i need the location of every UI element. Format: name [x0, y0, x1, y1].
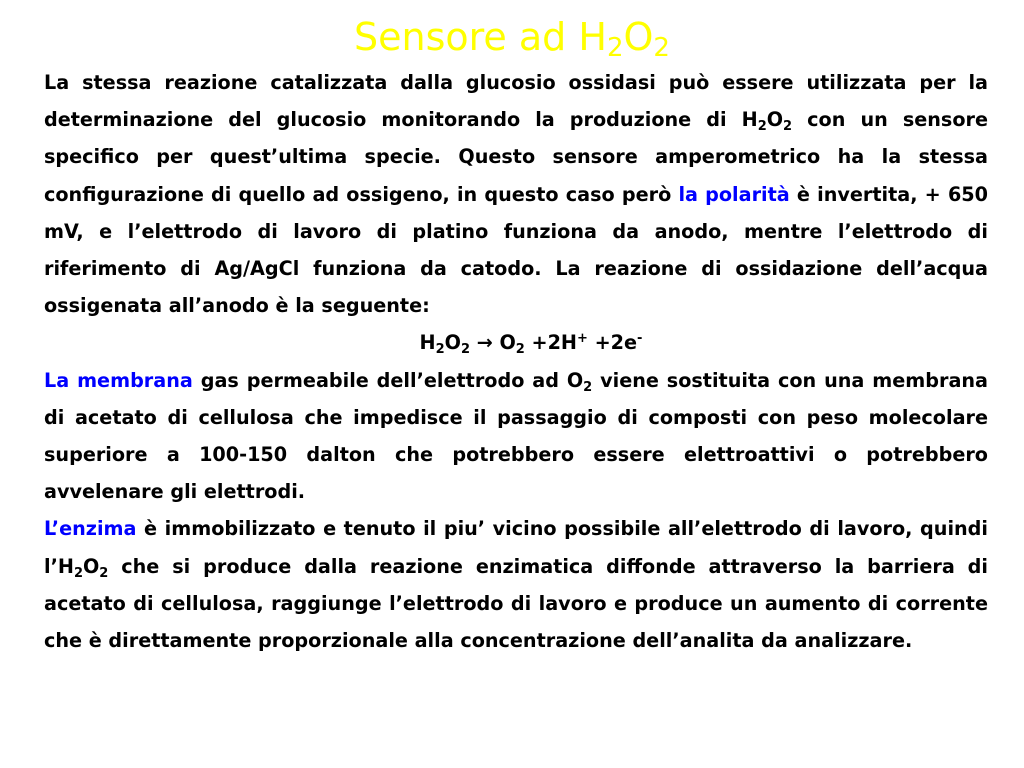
eq-sup-minus: - — [637, 331, 643, 347]
paragraph-3 — [44, 510, 988, 659]
reaction-equation — [44, 324, 988, 361]
paragraph-2-sub-a: 2 — [583, 379, 593, 395]
paragraph-3-text-b: O — [82, 554, 100, 578]
paragraph-1 — [44, 64, 988, 324]
paragraph-2 — [44, 362, 988, 511]
highlight-enzima: L’enzima — [44, 517, 137, 541]
eq-h-plus: +2H — [531, 331, 577, 355]
paragraph-1-text-b: O — [766, 108, 784, 132]
eq-o2: O — [499, 331, 516, 355]
arrow-icon: → — [476, 331, 493, 355]
highlight-polarita: la polarità — [678, 182, 790, 206]
eq-h: H — [419, 331, 436, 355]
paragraph-2-text-b: viene sostituita con una membrana di acetato di cellulosa che impedisce il passaggio di composti con peso molecolare superiore a 100-150 dalton che potrebbero essere elettroattivi o potrebbero avvelenare gli elettrodi. — [44, 368, 988, 504]
title-text: Sensore ad H — [354, 15, 607, 59]
eq-sub-2: 2 — [460, 342, 470, 358]
paragraph-3-sub-a: 2 — [73, 565, 83, 581]
paragraph-1-text-a: La stessa reazione catalizzata dalla glucosio ossidasi può essere utilizzata per la determinazione del glucosio monitorando la produzione di H — [44, 71, 988, 132]
paragraph-2-text-a: gas permeabile dell’elettrodo ad O — [192, 368, 584, 392]
eq-o: O — [444, 331, 461, 355]
title-subscript-2: 2 — [653, 33, 670, 63]
eq-electrons: +2e — [594, 331, 638, 355]
paragraph-1-text-d: è invertita, + 650 mV, e l’elettrodo di lavoro di platino funziona da anodo, mentre l’elettrodo di riferimento di Ag/AgCl funziona da catodo. La reazione di ossidazione dell’acqua ossigenata all’anodo è la seguente: — [44, 182, 988, 318]
eq-sup-plus: + — [577, 331, 588, 347]
paragraph-3-text-a: è immobilizzato e tenuto il piu’ vicino possibile all’elettrodo di lavoro, quindi l’H — [44, 517, 988, 578]
paragraph-1-sub-a: 2 — [757, 119, 767, 135]
slide-body — [44, 64, 988, 659]
title-text-o: O — [623, 15, 654, 59]
title-subscript-1: 2 — [606, 33, 624, 63]
paragraph-3-text-c: che si produce dalla reazione enzimatica diffonde attraverso la barriera di acetato di cellulosa, raggiunge l’elettrodo di lavoro e produce un aumento di corrente che è direttamente proporzionale alla concentrazione dell’analita da analizzare. — [44, 554, 988, 653]
paragraph-1-text-c: con un sensore specifico per quest’ultima specie. Questo sensore amperometrico ha la stessa configurazione di quello ad ossigeno, in questo caso però — [44, 108, 988, 206]
paragraph-3-sub-b: 2 — [99, 565, 109, 581]
paragraph-1-sub-b: 2 — [783, 119, 793, 135]
slide-title — [0, 12, 1024, 62]
eq-sub-1: 2 — [435, 342, 445, 358]
highlight-membrana: La membrana — [44, 368, 193, 392]
eq-sub-3: 2 — [515, 342, 525, 358]
